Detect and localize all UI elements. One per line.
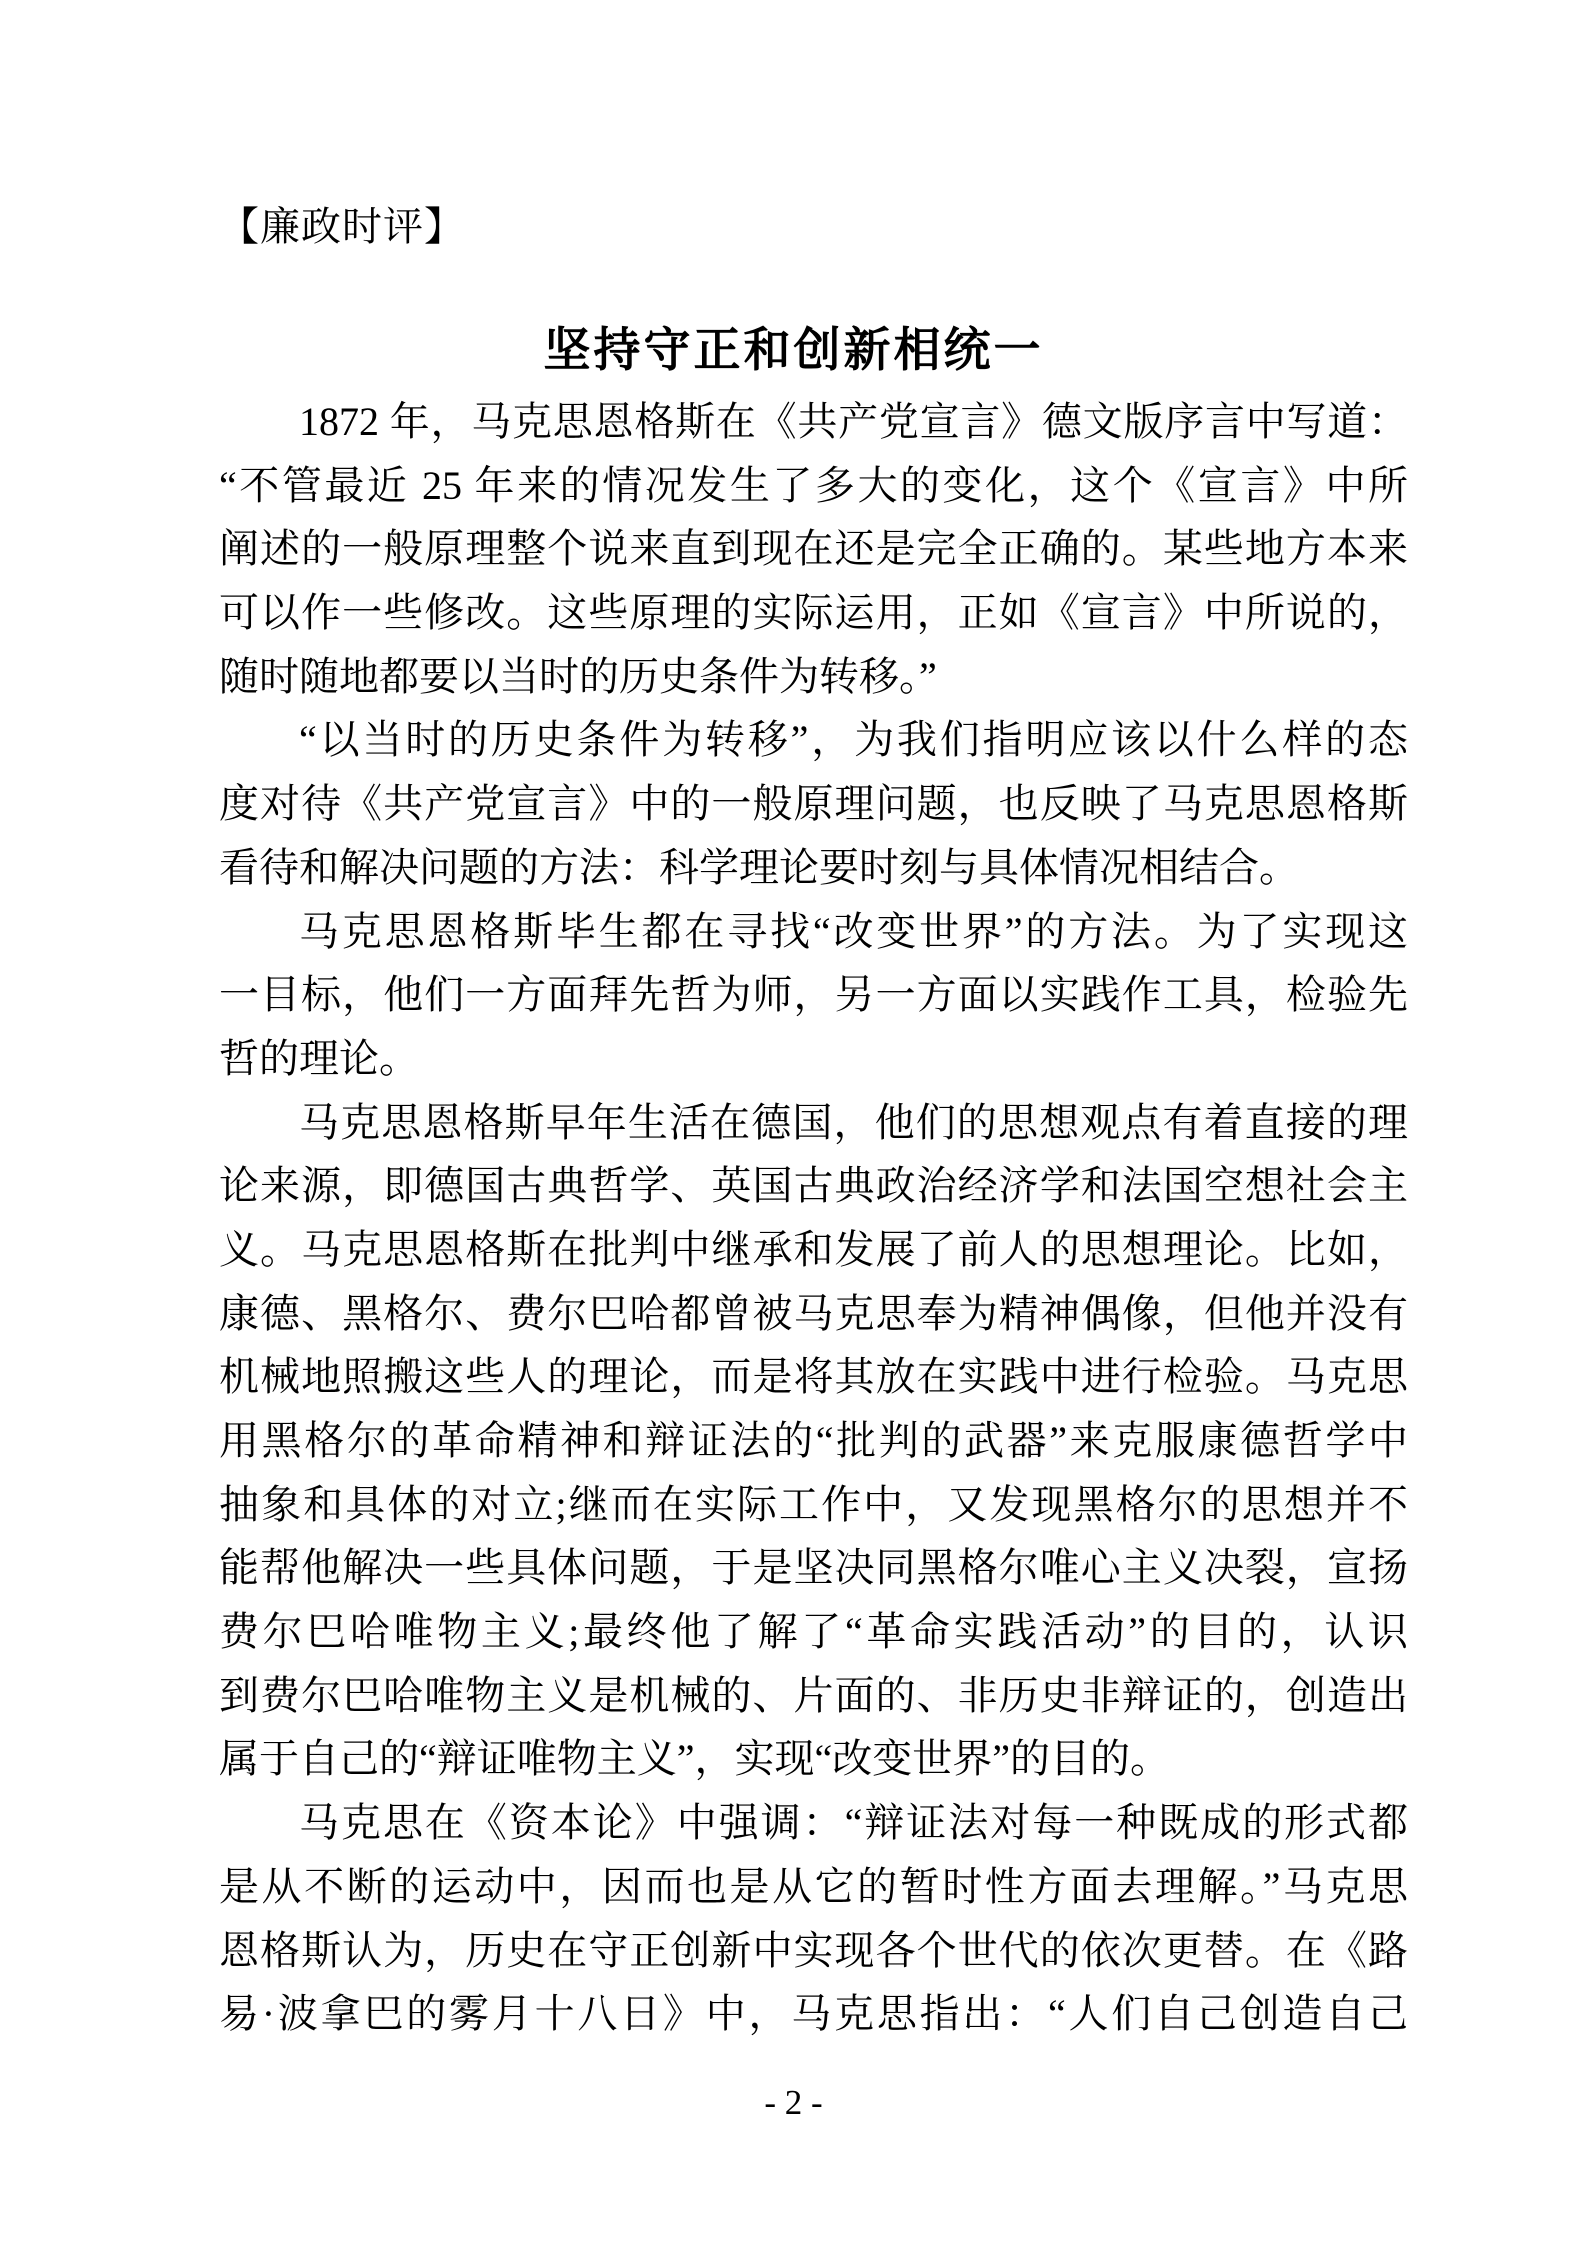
- text-line: 1872 年，马克思恩格斯在《共产党宣言》德文版序言中写道：: [299, 399, 1408, 444]
- text-line: 马克思在《资本论》中强调：“辩证法对每一种既成的形式都: [299, 1800, 1408, 1846]
- text-line: 度对待《共产党宣言》中的一般原理问题，也反映了马克思恩格斯: [219, 781, 1408, 827]
- text-line: 抽象和具体的对立;继而在实际工作中，又发现黑格尔的思想并不: [219, 1481, 1408, 1527]
- document-body: [219, 390, 1408, 2046]
- text-line: 恩格斯认为，历史在守正创新中实现各个世代的依次更替。在《路: [219, 1927, 1408, 1973]
- text-line: 随时随地都要以当时的历史条件为转移。”: [219, 653, 937, 699]
- text-line: 哲的理论。: [219, 1035, 419, 1081]
- text-line: 机械地照搬这些人的理论，而是将其放在实践中进行检验。马克思: [219, 1354, 1408, 1400]
- page-number: - 2 -: [764, 2083, 823, 2122]
- text-line: “不管最近 25 年来的情况发生了多大的变化，这个《宣言》中所: [219, 462, 1408, 508]
- text-line: 用黑格尔的革命精神和辩证法的“批判的武器”来克服康德哲学中: [219, 1418, 1408, 1463]
- paragraph: [219, 390, 1408, 708]
- text-line: 能帮他解决一些具体问题，于是坚决同黑格尔唯心主义决裂，宣扬: [219, 1545, 1408, 1591]
- text-line: 费尔巴哈唯物主义;最终他了解了“革命实践活动”的目的，认识: [219, 1609, 1408, 1655]
- text-line: 马克思恩格斯早年生活在德国，他们的思想观点有着直接的理: [299, 1099, 1408, 1145]
- paragraph: [219, 708, 1408, 899]
- text-line: 可以作一些修改。这些原理的实际运用，正如《宣言》中所说的，: [219, 590, 1408, 636]
- text-line: 是从不断的运动中，因而也是从它的暂时性方面去理解。”马克思: [219, 1863, 1408, 1909]
- text-line: 阐述的一般原理整个说来直到现在还是完全正确的。某些地方本来: [219, 526, 1408, 572]
- paragraph: [219, 1091, 1408, 1792]
- text-line: 看待和解决问题的方法：科学理论要时刻与具体情况相结合。: [219, 844, 1299, 890]
- text-line: 到费尔巴哈唯物主义是机械的、片面的、非历史非辩证的，创造出: [219, 1672, 1408, 1718]
- text-line: 论来源，即德国古典哲学、英国古典政治经济学和法国空想社会主: [219, 1163, 1408, 1209]
- text-line: 易·波拿巴的雾月十八日》中，马克思指出：“人们自己创造自己: [219, 1991, 1408, 2037]
- category-label: 【廉政时评】: [219, 204, 465, 249]
- document-title: 坚持守正和创新相统一: [543, 325, 1044, 377]
- text-line: “以当时的历史条件为转移”，为我们指明应该以什么样的态: [299, 717, 1408, 763]
- paragraph: [219, 1791, 1408, 2046]
- text-line: 康德、黑格尔、费尔巴哈都曾被马克思奉为精神偶像，但他并没有: [219, 1290, 1408, 1336]
- text-line: 义。马克思恩格斯在批判中继承和发展了前人的思想理论。比如，: [219, 1226, 1408, 1272]
- text-line: 属于自己的“辩证唯物主义”，实现“改变世界”的目的。: [219, 1736, 1171, 1782]
- paragraph: [219, 900, 1408, 1091]
- text-line: 一目标，他们一方面拜先哲为师，另一方面以实践作工具，检验先: [219, 972, 1408, 1018]
- text-line: 马克思恩格斯毕生都在寻找“改变世界”的方法。为了实现这: [299, 908, 1408, 954]
